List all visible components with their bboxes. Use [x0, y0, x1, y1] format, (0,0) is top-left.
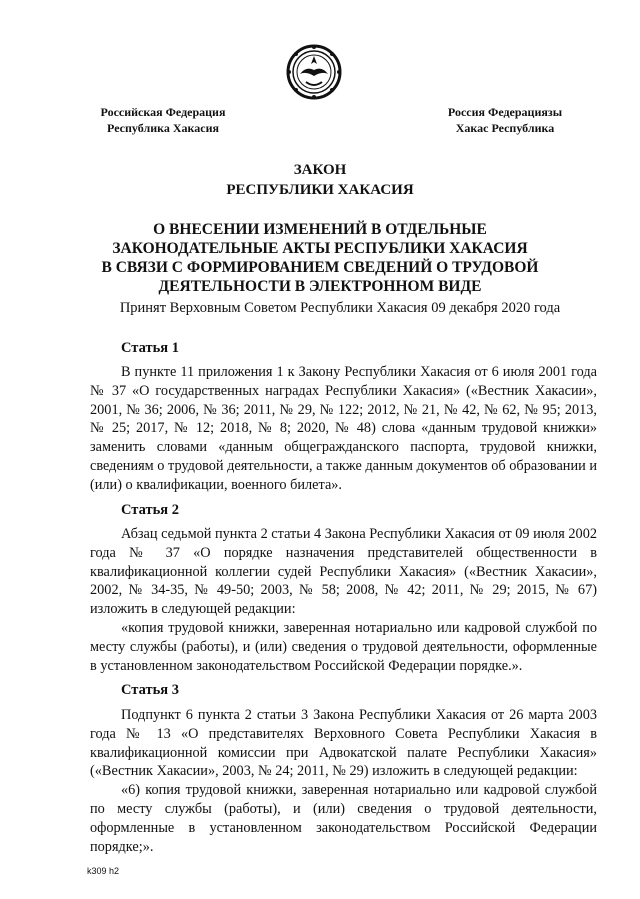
law-type: ЗАКОН	[293, 162, 347, 178]
law-title-line: ЗАКОНОДАТЕЛЬНЫЕ АКТЫ РЕСПУБЛИКИ ХАКАСИЯ	[112, 240, 528, 257]
article-1-heading: Статья 1	[121, 340, 179, 356]
article-1-paragraph: В пункте 11 приложения 1 к Закону Республики Хакасия от 6 июля 2001 года № 37 «О государственных наградах Республики Хакасия» («Вестник Хакасии», 2001, № 36; 2006, № 36; 2011, № 29, № 122; 2012, № 21, № 42, № 62, № 95; 2013, № 25; 2017, № 12; 2018, № 8; 2020, № 48) слова «данным трудовой книжки» заменить словами «данным общегражданского паспорта, трудовой книжки, сведениям о трудовой деятельности, а также данным документов об образовании и (или) о квалификации, военного билета».	[90, 364, 597, 493]
header-right	[430, 104, 580, 136]
article-3-heading: Статья 3	[121, 682, 179, 698]
adoption-statement: Принят Верховным Советом Республики Хакасия 09 декабря 2020 года	[119, 300, 561, 316]
law-title-line: О ВНЕСЕНИИ ИЗМЕНЕНИЙ В ОТДЕЛЬНЫЕ	[153, 221, 487, 238]
header-right-line-2: Хакас Республика	[455, 121, 555, 135]
footer-code: k309 h2	[87, 866, 120, 876]
law-title-line: ДЕЯТЕЛЬНОСТИ В ЭЛЕКТРОННОМ ВИДЕ	[158, 278, 482, 295]
article-2-body	[90, 525, 597, 675]
header-left-line-1: Российская Федерация	[100, 105, 226, 119]
coat-of-arms-emblem	[286, 44, 342, 100]
header-left	[88, 104, 238, 136]
article-3-paragraph: Подпункт 6 пункта 2 статьи 3 Закона Республики Хакасия от 26 марта 2003 года № 13 «О представителях Верховного Совета Республики Хакасия в квалификационной комиссии при Адвокатской палате Республики Хакасия» («Вестник Хакасии», 2003, № 24; 2011, № 29) изложить в следующей редакции:	[90, 707, 597, 780]
law-org: РЕСПУБЛИКИ ХАКАСИЯ	[226, 182, 414, 198]
article-3-paragraph: «6) копия трудовой книжки, заверенная нотариально или кадровой службой по месту службы (работы), и (или) сведения о трудовой деятельности, оформленные в установленном законодательством Российской Федерации порядке;».	[90, 782, 597, 855]
article-3-body	[90, 706, 597, 856]
header-left-line-2: Республика Хакасия	[107, 121, 219, 135]
law-title	[60, 220, 580, 296]
article-1-body	[90, 363, 597, 495]
law-title-line: В СВЯЗИ С ФОРМИРОВАНИЕМ СВЕДЕНИЙ О ТРУДОВОЙ	[101, 259, 539, 276]
article-2-paragraph: Абзац седьмой пункта 2 статьи 4 Закона Республики Хакасия от 09 июля 2002 года № 37 «О порядке назначения представителей общественности в квалификационной коллегии судей Республики Хакасия» («Вестник Хакасии», 2002, № 34-35, № 49-50; 2003, № 58; 2008, № 42; 2011, № 29; 2015, № 67) изложить в следующей редакции:	[90, 526, 597, 618]
header-right-line-1: Россия Федерациязы	[447, 105, 563, 119]
article-2-heading: Статья 2	[121, 502, 179, 518]
article-2-paragraph: «копия трудовой книжки, заверенная нотариально или кадровой службой по месту службы (работы), и (или) сведения о трудовой деятельности, оформленные в установленном законодательством Российской Федерации порядке.».	[90, 619, 597, 674]
